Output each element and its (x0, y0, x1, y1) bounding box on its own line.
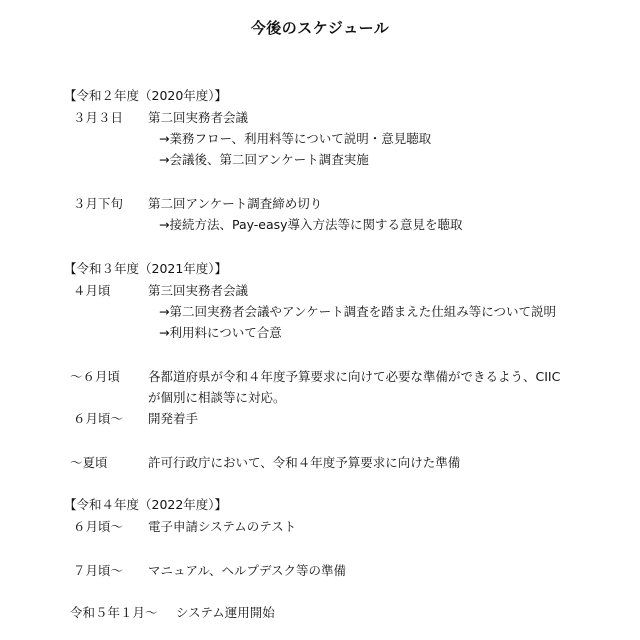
final-event: システム運用開始 (176, 605, 275, 620)
schedule-event-continued: が個別に相談等に対応。 (148, 390, 286, 405)
schedule-date: ６月頃～ (73, 411, 124, 426)
schedule-event: 第三回実務者会議 (148, 283, 249, 298)
schedule-detail: →会議後、第二回アンケート調査実施 (159, 152, 369, 167)
schedule-event: 許可行政庁において、令和４年度予算要求に向けた準備 (148, 455, 461, 470)
schedule-event: マニュアル、ヘルプデスク等の準備 (148, 563, 347, 578)
schedule-detail: →接続方法、Pay-easy導入方法等に関する意見を聴取 (159, 217, 463, 232)
schedule-event: 第二回実務者会議 (148, 110, 249, 125)
schedule-detail: →利用料について合意 (159, 325, 282, 340)
schedule-date: ～６月頃 (70, 369, 121, 384)
schedule-event: 電子申請システムのテスト (148, 519, 297, 534)
schedule-date: ６月頃～ (73, 519, 124, 534)
schedule-event: 各都道府県が令和４年度予算要求に向けて必要な準備ができるよう、CIIC (148, 369, 561, 384)
page-title: 今後のスケジュール (250, 19, 390, 37)
schedule-date: ３月３日 (73, 110, 124, 125)
schedule-event: 開発着手 (148, 411, 199, 426)
schedule-date: ～夏頃 (70, 455, 108, 470)
section-header-r4: 【令和４年度（2022年度）】 (64, 497, 228, 512)
final-date: 令和５年１月～ (70, 605, 158, 620)
section-header-r2: 【令和２年度（2020年度）】 (64, 88, 228, 103)
schedule-date: ３月下旬 (73, 196, 124, 211)
schedule-date: ７月頃～ (73, 563, 124, 578)
schedule-event: 第二回アンケート調査締め切り (148, 196, 323, 211)
schedule-detail: →第二回実務者会議やアンケート調査を踏まえた仕組み等について説明 (159, 304, 556, 319)
schedule-detail: →業務フロー、利用料等について説明・意見聴取 (159, 131, 432, 146)
section-header-r3: 【令和３年度（2021年度）】 (64, 261, 228, 276)
schedule-date: ４月頃 (73, 283, 111, 298)
